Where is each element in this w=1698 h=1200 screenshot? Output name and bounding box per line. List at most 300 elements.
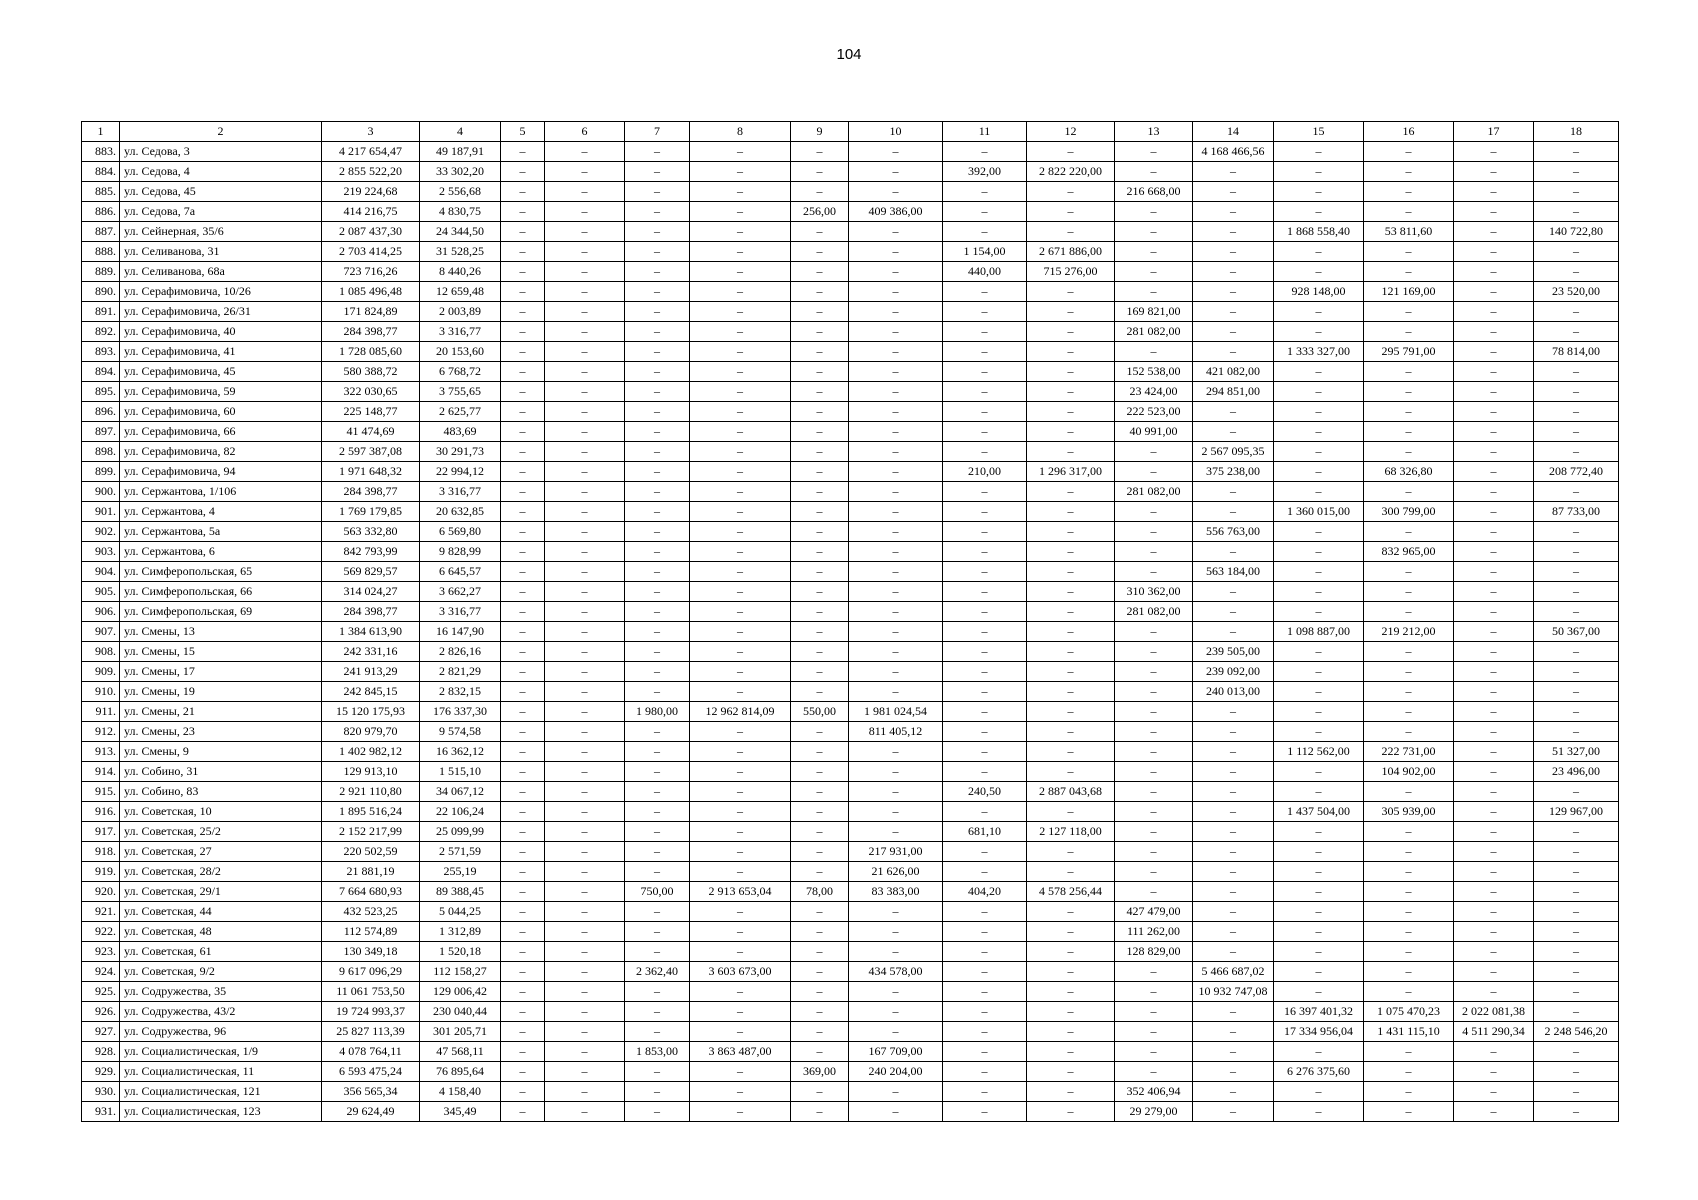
amount-cell: – <box>1364 382 1454 402</box>
amount-cell: 1 971 648,32 <box>322 462 420 482</box>
amount-cell: – <box>1364 422 1454 442</box>
amount-cell: – <box>1534 542 1619 562</box>
amount-cell: – <box>1274 242 1364 262</box>
amount-cell: – <box>1027 342 1115 362</box>
table-row <box>82 1102 1619 1122</box>
row-number-cell: 922. <box>82 922 120 942</box>
amount-cell: – <box>1027 922 1115 942</box>
amount-cell: – <box>501 262 545 282</box>
amount-cell: – <box>501 902 545 922</box>
amount-cell: – <box>1115 442 1193 462</box>
row-number-cell: 923. <box>82 942 120 962</box>
amount-cell: – <box>545 482 625 502</box>
amount-cell: – <box>1454 322 1534 342</box>
row-number-cell: 890. <box>82 282 120 302</box>
amount-cell: – <box>943 282 1027 302</box>
amount-cell: – <box>545 1002 625 1022</box>
amount-cell: – <box>501 362 545 382</box>
amount-cell: – <box>545 462 625 482</box>
amount-cell: – <box>791 1042 849 1062</box>
row-number-cell: 915. <box>82 782 120 802</box>
amount-cell: – <box>1534 382 1619 402</box>
row-number-cell: 924. <box>82 962 120 982</box>
amount-cell: 3 603 673,00 <box>690 962 791 982</box>
row-number-cell: 898. <box>82 442 120 462</box>
amount-cell: 2 821,29 <box>420 662 501 682</box>
amount-cell: – <box>625 922 690 942</box>
amount-cell: 2 087 437,30 <box>322 222 420 242</box>
amount-cell: – <box>791 822 849 842</box>
amount-cell: – <box>501 522 545 542</box>
amount-cell: – <box>1027 622 1115 642</box>
amount-cell: – <box>943 1082 1027 1102</box>
amount-cell: 1 333 327,00 <box>1274 342 1364 362</box>
amount-cell: – <box>1534 1102 1619 1122</box>
table-row <box>82 162 1619 182</box>
amount-cell: – <box>849 362 943 382</box>
amount-cell: 21 626,00 <box>849 862 943 882</box>
table-row <box>82 922 1619 942</box>
amount-cell: – <box>943 742 1027 762</box>
amount-cell: 12 659,48 <box>420 282 501 302</box>
amount-cell: 53 811,60 <box>1364 222 1454 242</box>
address-cell: ул. Смены, 19 <box>120 682 322 702</box>
amount-cell: – <box>791 682 849 702</box>
address-cell: ул. Собино, 83 <box>120 782 322 802</box>
amount-cell: 112 574,89 <box>322 922 420 942</box>
amount-cell: – <box>1027 402 1115 422</box>
amount-cell: 723 716,26 <box>322 262 420 282</box>
amount-cell: 4 158,40 <box>420 1082 501 1102</box>
amount-cell: – <box>1027 722 1115 742</box>
amount-cell: – <box>791 262 849 282</box>
amount-cell: – <box>1193 542 1274 562</box>
amount-cell: – <box>1534 642 1619 662</box>
amount-cell: 20 632,85 <box>420 502 501 522</box>
amount-cell: – <box>791 1102 849 1122</box>
amount-cell: 3 863 487,00 <box>690 1042 791 1062</box>
table-row <box>82 902 1619 922</box>
amount-cell: – <box>545 962 625 982</box>
amount-cell: – <box>1193 402 1274 422</box>
amount-cell: 129 913,10 <box>322 762 420 782</box>
amount-cell: – <box>1115 1002 1193 1022</box>
amount-cell: – <box>501 502 545 522</box>
amount-cell: – <box>791 722 849 742</box>
row-number-cell: 883. <box>82 142 120 162</box>
amount-cell: 295 791,00 <box>1364 342 1454 362</box>
row-number-cell: 908. <box>82 642 120 662</box>
amount-cell: – <box>1027 662 1115 682</box>
amount-cell: – <box>625 602 690 622</box>
amount-cell: – <box>545 382 625 402</box>
amount-cell: – <box>849 502 943 522</box>
amount-cell: – <box>849 1082 943 1102</box>
amount-cell: – <box>501 482 545 502</box>
amount-cell: – <box>849 402 943 422</box>
amount-cell: – <box>1364 1042 1454 1062</box>
amount-cell: 556 763,00 <box>1193 522 1274 542</box>
amount-cell: – <box>1534 842 1619 862</box>
amount-cell: – <box>943 322 1027 342</box>
amount-cell: 281 082,00 <box>1115 482 1193 502</box>
amount-cell: – <box>501 1022 545 1042</box>
amount-cell: 240 013,00 <box>1193 682 1274 702</box>
amount-cell: – <box>1364 162 1454 182</box>
amount-cell: – <box>545 402 625 422</box>
address-cell: ул. Серафимовича, 40 <box>120 322 322 342</box>
address-cell: ул. Советская, 10 <box>120 802 322 822</box>
amount-cell: 167 709,00 <box>849 1042 943 1062</box>
amount-cell: – <box>1027 742 1115 762</box>
amount-cell: – <box>690 522 791 542</box>
amount-cell: 4 217 654,47 <box>322 142 420 162</box>
amount-cell: 11 061 753,50 <box>322 982 420 1002</box>
amount-cell: – <box>1534 582 1619 602</box>
amount-cell: – <box>1534 1082 1619 1102</box>
amount-cell: – <box>545 762 625 782</box>
row-number-cell: 927. <box>82 1022 120 1042</box>
amount-cell: – <box>1274 562 1364 582</box>
amount-cell: – <box>791 422 849 442</box>
amount-cell: – <box>943 842 1027 862</box>
address-cell: ул. Советская, 61 <box>120 942 322 962</box>
amount-cell: – <box>1115 722 1193 742</box>
amount-cell: – <box>1027 982 1115 1002</box>
amount-cell: – <box>1193 842 1274 862</box>
amount-cell: – <box>690 922 791 942</box>
address-cell: ул. Серафимовича, 45 <box>120 362 322 382</box>
amount-cell: 222 731,00 <box>1364 742 1454 762</box>
row-number-cell: 897. <box>82 422 120 442</box>
amount-cell: 10 932 747,08 <box>1193 982 1274 1002</box>
amount-cell: – <box>501 882 545 902</box>
amount-cell: – <box>849 242 943 262</box>
amount-cell: – <box>545 202 625 222</box>
column-header: 6 <box>545 122 625 142</box>
amount-cell: 220 502,59 <box>322 842 420 862</box>
amount-cell: – <box>849 162 943 182</box>
amount-cell: – <box>849 482 943 502</box>
amount-cell: – <box>545 142 625 162</box>
amount-cell: – <box>690 462 791 482</box>
amount-cell: 4 511 290,34 <box>1454 1022 1534 1042</box>
address-cell: ул. Серафимовича, 60 <box>120 402 322 422</box>
amount-cell: 29 624,49 <box>322 1102 420 1122</box>
amount-cell: – <box>1027 1022 1115 1042</box>
table-row <box>82 742 1619 762</box>
amount-cell: 50 367,00 <box>1534 622 1619 642</box>
amount-cell: – <box>1534 782 1619 802</box>
amount-cell: – <box>849 902 943 922</box>
amount-cell: 404,20 <box>943 882 1027 902</box>
amount-cell: – <box>1454 262 1534 282</box>
amount-cell: 281 082,00 <box>1115 322 1193 342</box>
page-number: 104 <box>836 46 862 63</box>
amount-cell: 356 565,34 <box>322 1082 420 1102</box>
amount-cell: – <box>1115 562 1193 582</box>
amount-cell: – <box>791 222 849 242</box>
amount-cell: – <box>1274 462 1364 482</box>
amount-cell: 1 769 179,85 <box>322 502 420 522</box>
row-number-cell: 931. <box>82 1102 120 1122</box>
amount-cell: – <box>1115 742 1193 762</box>
amount-cell: 1 520,18 <box>420 942 501 962</box>
amount-cell: 1 112 562,00 <box>1274 742 1364 762</box>
amount-cell: – <box>690 722 791 742</box>
amount-cell: – <box>1274 142 1364 162</box>
row-number-cell: 900. <box>82 482 120 502</box>
address-cell: ул. Социалистическая, 11 <box>120 1062 322 1082</box>
amount-cell: – <box>501 962 545 982</box>
amount-cell: – <box>1115 842 1193 862</box>
amount-cell: – <box>690 282 791 302</box>
amount-cell: – <box>625 822 690 842</box>
amount-cell: – <box>1193 502 1274 522</box>
amount-cell: – <box>1115 502 1193 522</box>
amount-cell: 2 855 522,20 <box>322 162 420 182</box>
amount-cell: – <box>545 1022 625 1042</box>
amount-cell: – <box>625 302 690 322</box>
amount-cell: – <box>1534 882 1619 902</box>
amount-cell: – <box>1274 962 1364 982</box>
amount-cell: 322 030,65 <box>322 382 420 402</box>
amount-cell: – <box>791 142 849 162</box>
amount-cell: – <box>1534 602 1619 622</box>
column-header: 16 <box>1364 122 1454 142</box>
amount-cell: 1 360 015,00 <box>1274 502 1364 522</box>
amount-cell: – <box>849 522 943 542</box>
amount-cell: – <box>1364 302 1454 322</box>
amount-cell: – <box>1534 682 1619 702</box>
amount-cell: 16 147,90 <box>420 622 501 642</box>
amount-cell: – <box>501 1102 545 1122</box>
amount-cell: – <box>690 642 791 662</box>
amount-cell: – <box>545 362 625 382</box>
amount-cell: – <box>690 442 791 462</box>
amount-cell: – <box>1364 482 1454 502</box>
amount-cell: 345,49 <box>420 1102 501 1122</box>
amount-cell: – <box>1454 462 1534 482</box>
amount-cell: – <box>545 862 625 882</box>
amount-cell: 9 574,58 <box>420 722 501 742</box>
amount-cell: – <box>1454 1042 1534 1062</box>
amount-cell: – <box>690 1002 791 1022</box>
amount-cell: – <box>1115 622 1193 642</box>
amount-cell: – <box>1364 1082 1454 1102</box>
amount-cell: – <box>1534 942 1619 962</box>
amount-cell: 22 106,24 <box>420 802 501 822</box>
amount-cell: – <box>1274 722 1364 742</box>
amount-cell: 3 316,77 <box>420 322 501 342</box>
amount-cell: – <box>1027 902 1115 922</box>
table-row <box>82 842 1619 862</box>
amount-cell: 9 828,99 <box>420 542 501 562</box>
amount-cell: – <box>690 942 791 962</box>
amount-cell: – <box>1454 282 1534 302</box>
amount-cell: 68 326,80 <box>1364 462 1454 482</box>
address-cell: ул. Содружества, 96 <box>120 1022 322 1042</box>
amount-cell: 550,00 <box>791 702 849 722</box>
amount-cell: – <box>625 162 690 182</box>
amount-cell: – <box>501 782 545 802</box>
amount-cell: 89 388,45 <box>420 882 501 902</box>
amount-cell: – <box>690 242 791 262</box>
amount-cell: 2 556,68 <box>420 182 501 202</box>
table-row <box>82 562 1619 582</box>
amount-cell: 16 362,12 <box>420 742 501 762</box>
amount-cell: 432 523,25 <box>322 902 420 922</box>
amount-cell: – <box>1364 782 1454 802</box>
amount-cell: – <box>625 262 690 282</box>
table-row <box>82 702 1619 722</box>
amount-cell: – <box>625 222 690 242</box>
amount-cell: 33 302,20 <box>420 162 501 182</box>
amount-cell: – <box>1193 1102 1274 1122</box>
address-cell: ул. Седова, 45 <box>120 182 322 202</box>
amount-cell: – <box>1364 1102 1454 1122</box>
amount-cell: – <box>1364 582 1454 602</box>
address-cell: ул. Симферопольская, 66 <box>120 582 322 602</box>
amount-cell: 563 184,00 <box>1193 562 1274 582</box>
amount-cell: 41 474,69 <box>322 422 420 442</box>
amount-cell: 23 424,00 <box>1115 382 1193 402</box>
column-header: 9 <box>791 122 849 142</box>
amount-cell: 128 829,00 <box>1115 942 1193 962</box>
table-row <box>82 862 1619 882</box>
amount-cell: 427 479,00 <box>1115 902 1193 922</box>
amount-cell: – <box>545 582 625 602</box>
amount-cell: – <box>943 142 1027 162</box>
amount-cell: 4 078 764,11 <box>322 1042 420 1062</box>
amount-cell: – <box>501 622 545 642</box>
table-row <box>82 822 1619 842</box>
amount-cell: – <box>1364 442 1454 462</box>
amount-cell: – <box>690 222 791 242</box>
amount-cell: – <box>501 662 545 682</box>
amount-cell: – <box>1364 322 1454 342</box>
amount-cell: – <box>625 582 690 602</box>
amount-cell: 23 496,00 <box>1534 762 1619 782</box>
table-row <box>82 602 1619 622</box>
amount-cell: – <box>625 942 690 962</box>
amount-cell: – <box>1115 762 1193 782</box>
amount-cell: – <box>545 1042 625 1062</box>
amount-cell: – <box>545 502 625 522</box>
amount-cell: 129 006,42 <box>420 982 501 1002</box>
amount-cell: – <box>501 942 545 962</box>
address-cell: ул. Симферопольская, 69 <box>120 602 322 622</box>
amount-cell: – <box>625 542 690 562</box>
amount-cell: – <box>625 282 690 302</box>
amount-cell: – <box>791 522 849 542</box>
amount-cell: – <box>1274 922 1364 942</box>
amount-cell: – <box>545 302 625 322</box>
amount-cell: – <box>1115 142 1193 162</box>
amount-cell: – <box>1027 682 1115 702</box>
amount-cell: – <box>791 802 849 822</box>
amount-cell: – <box>943 1022 1027 1042</box>
amount-cell: – <box>501 462 545 482</box>
amount-cell: – <box>690 202 791 222</box>
amount-cell: – <box>690 142 791 162</box>
address-cell: ул. Сержантова, 4 <box>120 502 322 522</box>
table-row <box>82 622 1619 642</box>
row-number-cell: 921. <box>82 902 120 922</box>
amount-cell: – <box>1534 862 1619 882</box>
amount-cell: 6 593 475,24 <box>322 1062 420 1082</box>
amount-cell: – <box>625 782 690 802</box>
amount-cell: 210,00 <box>943 462 1027 482</box>
amount-cell: – <box>1115 462 1193 482</box>
amount-cell: – <box>791 982 849 1002</box>
amount-cell: – <box>1534 522 1619 542</box>
address-cell: ул. Смены, 17 <box>120 662 322 682</box>
amount-cell: – <box>690 542 791 562</box>
amount-cell: 5 044,25 <box>420 902 501 922</box>
amount-cell: 241 913,29 <box>322 662 420 682</box>
amount-cell: 222 523,00 <box>1115 402 1193 422</box>
amount-cell: – <box>1454 982 1534 1002</box>
amount-cell: – <box>943 1102 1027 1122</box>
table-row <box>82 1042 1619 1062</box>
amount-cell: – <box>1274 422 1364 442</box>
amount-cell: – <box>1364 262 1454 282</box>
amount-cell: – <box>849 822 943 842</box>
row-number-cell: 884. <box>82 162 120 182</box>
amount-cell: – <box>501 842 545 862</box>
amount-cell: – <box>849 222 943 242</box>
address-cell: ул. Седова, 7а <box>120 202 322 222</box>
amount-cell: – <box>501 982 545 1002</box>
amount-cell: – <box>625 622 690 642</box>
amount-cell: – <box>501 602 545 622</box>
amount-cell: – <box>501 242 545 262</box>
amount-cell: – <box>1534 322 1619 342</box>
amount-cell: – <box>1454 142 1534 162</box>
address-cell: ул. Советская, 44 <box>120 902 322 922</box>
amount-cell: – <box>849 662 943 682</box>
amount-cell: – <box>791 442 849 462</box>
amount-cell: 832 965,00 <box>1364 542 1454 562</box>
amount-cell: 17 334 956,04 <box>1274 1022 1364 1042</box>
row-number-cell: 907. <box>82 622 120 642</box>
amount-cell: 1 981 024,54 <box>849 702 943 722</box>
amount-cell: 130 349,18 <box>322 942 420 962</box>
address-cell: ул. Сейнерная, 35/6 <box>120 222 322 242</box>
amount-cell: – <box>791 462 849 482</box>
amount-cell: 5 466 687,02 <box>1193 962 1274 982</box>
amount-cell: 375 238,00 <box>1193 462 1274 482</box>
row-number-cell: 910. <box>82 682 120 702</box>
amount-cell: – <box>690 842 791 862</box>
amount-cell: – <box>849 422 943 442</box>
amount-cell: 6 569,80 <box>420 522 501 542</box>
amount-cell: – <box>1274 1082 1364 1102</box>
amount-cell: – <box>545 702 625 722</box>
amount-cell: – <box>1027 542 1115 562</box>
column-header: 11 <box>943 122 1027 142</box>
amount-cell: – <box>1193 582 1274 602</box>
table-row <box>82 302 1619 322</box>
amount-cell: – <box>791 662 849 682</box>
amount-cell: 4 830,75 <box>420 202 501 222</box>
amount-cell: – <box>1454 902 1534 922</box>
amount-cell: 2 887 043,68 <box>1027 782 1115 802</box>
amount-cell: – <box>501 922 545 942</box>
amount-cell: 242 331,16 <box>322 642 420 662</box>
amount-cell: – <box>849 562 943 582</box>
